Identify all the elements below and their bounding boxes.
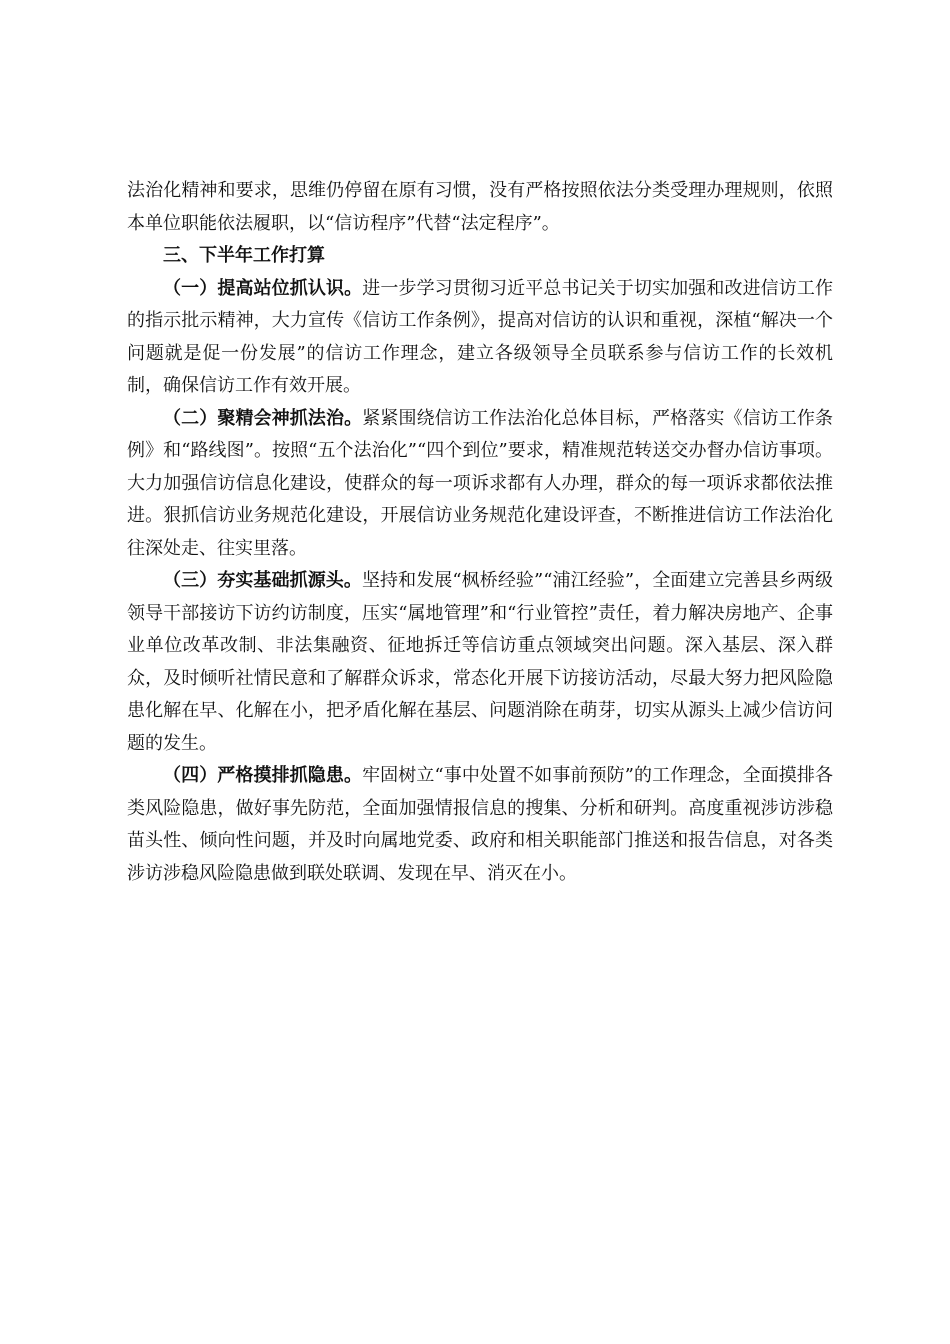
item-body-3: 坚持和发展“枫桥经验”“浦江经验”，全面建立完善县乡两级领导干部接访下访约访制度，压实“属地管理”和“行业管控”责任，着力解决房地产、企事业单位改革改制、非法集融资、征地拆迁等信访重点领域突出问题。深入基层、深入群众，及时倾听社情民意和了解群众诉求，常态化开展下访接访活动，尽最大努力把风险隐患化解在早、化解在小，把矛盾化解在基层、问题消除在萌芽，切实从源头上减少信访问题的发生。 — [127, 570, 833, 754]
item-lead-2: （二）聚精会神抓法治。 — [163, 407, 363, 429]
section-heading: 三、下半年工作打算 — [163, 245, 325, 266]
item-lead-4: （四）严格摸排抓隐患。 — [163, 765, 363, 786]
intro-paragraph: 法治化精神和要求，思维仍停留在原有习惯，没有严格按照依法分类受理办理规则，依照本单位职能依法履职，以“信访程序”代替“法定程序”。 — [127, 180, 833, 234]
item-paragraph-2 — [127, 403, 833, 566]
document-body — [127, 175, 833, 890]
item-paragraph-4 — [127, 760, 833, 890]
item-lead-1: （一）提高站位抓认识。 — [163, 277, 363, 299]
item-paragraph-1 — [127, 273, 833, 403]
item-body-4: 牢固树立“事中处置不如事前预防”的工作理念，全面摸排各类风险隐患，做好事先防范，全面加强情报信息的搜集、分析和研判。高度重视涉访涉稳苗头性、倾向性问题，并及时向属地党委、政府和相关职能部门推送和报告信息，对各类涉访涉稳风险隐患做到联处联调、发现在早、消灭在小。 — [127, 765, 834, 884]
item-paragraph-3 — [127, 565, 833, 760]
item-body-2: 紧紧围绕信访工作法治化总体目标，严格落实《信访工作条例》和“路线图”。按照“五个法治化”“四个到位”要求，精准规范转送交办督办信访事项。大力加强信访信息化建设，使群众的每一项诉求都有人办理，群众的每一项诉求都依法推进。狠抓信访业务规范化建设，开展信访业务规范化建设评查，不断推进信访工作法治化往深处走、往实里落。 — [127, 407, 834, 559]
item-lead-3: （三）夯实基础抓源头。 — [163, 570, 362, 591]
item-body-1: 进一步学习贯彻习近平总书记关于切实加强和改进信访工作的指示批示精神，大力宣传《信访工作条例》，提高对信访的认识和重视，深植“解决一个问题就是促一份发展”的信访工作理念，建立各级领导全员联系参与信访工作的长效机制，确保信访工作有效开展。 — [127, 277, 834, 396]
